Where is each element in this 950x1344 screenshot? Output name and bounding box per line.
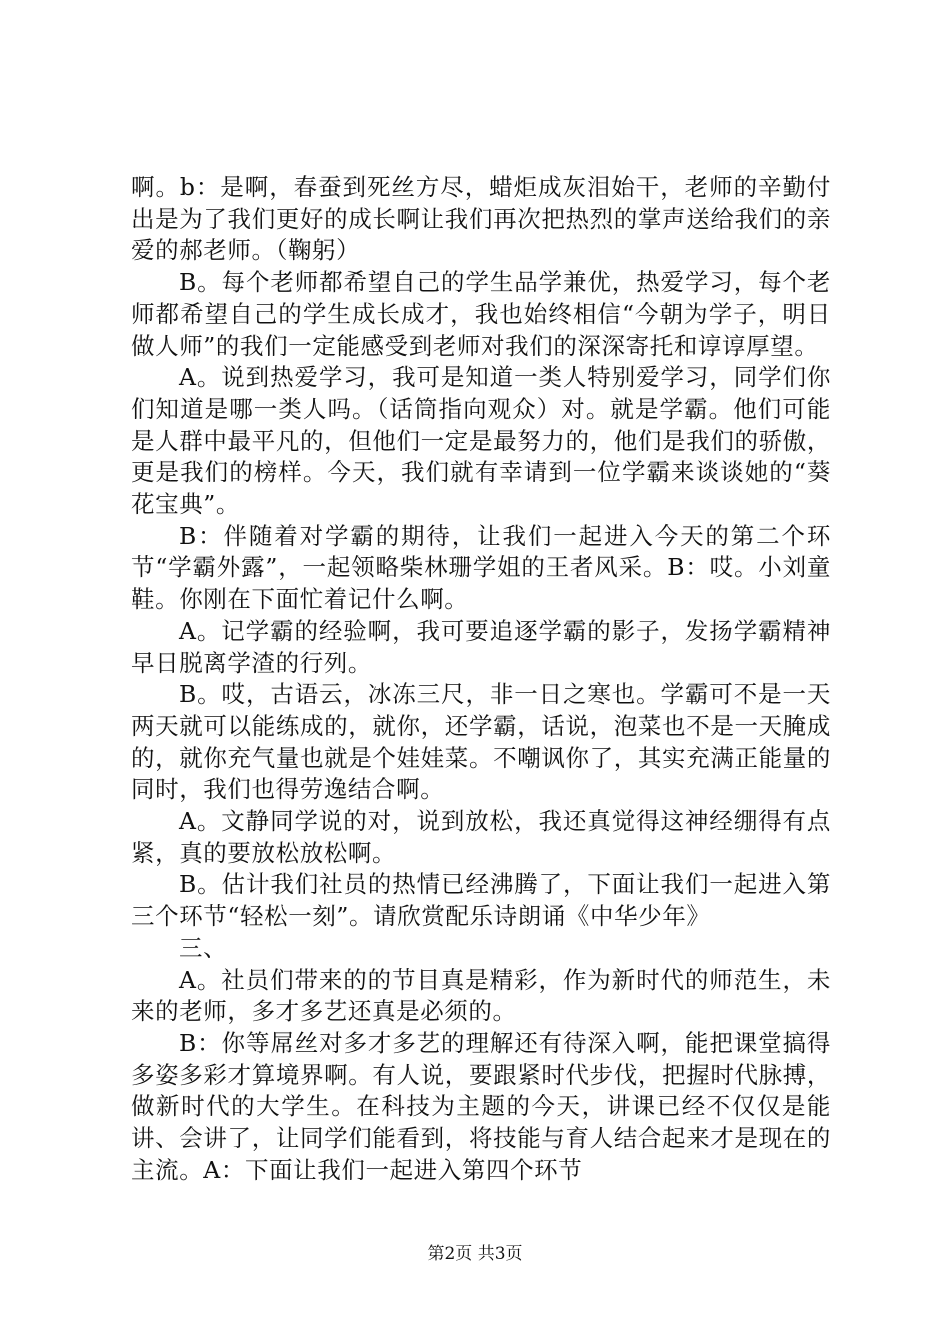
- paragraph-5: A。记学霸的经验啊，我可要追逐学霸的影子，发扬学霸精神早日脱离学渣的行列。: [131, 616, 831, 677]
- paragraph-1: 啊。b：是啊，春蚕到死丝方尽，蜡炬成灰泪始干，老师的辛勤付出是为了我们更好的成长啊让我们再次把热烈的掌声送给我们的亲爱的郝老师。（鞠躬）: [131, 173, 831, 265]
- paragraph-6: B。哎，古语云，冰冻三尺，非一日之寒也。学霸可不是一天两天就可以能练成的，就你，还学霸，话说，泡菜也不是一天腌成的，就你充气量也就是个娃娃菜。不嘲讽你了，其实充满正能量的同时，我们也得劳逸结合啊。: [131, 680, 831, 804]
- paragraph-7: A。文静同学说的对，说到放松，我还真觉得这神经绷得有点紧，真的要放松放松啊。: [131, 807, 831, 867]
- page-footer: 第2页 共3页: [427, 1244, 523, 1264]
- paragraph-2: B。每个老师都希望自己的学生品学兼优，热爱学习，每个老师都希望自己的学生成长成才，我也始终相信“今朝为学子，明日做人师”的我们一定能感受到老师对我们的深深寄托和谆谆厚望。: [131, 268, 831, 360]
- paragraph-3: A。说到热爱学习，我可是知道一类人特别爱学习，同学们你们知道是哪一类人吗。（话筒指向观众）对。就是学霸。他们可能是人群中最平凡的，但他们一定是最努力的，他们是我们的骄傲，更是我们的榜样。今天，我们就有幸请到一位学霸来谈谈她的“葵花宝典”。: [131, 363, 831, 519]
- section-heading-three: 三、: [179, 933, 228, 962]
- paragraph-10: A。社员们带来的的节目真是精彩，作为新时代的师范生，未来的老师，多才多艺还真是必须的。: [131, 965, 831, 1026]
- document-body: [131, 172, 831, 1187]
- paragraph-4: B：伴随着对学霸的期待，让我们一起进入今天的第二个环节“学霸外露”，一起领略柴林珊学姐的王者风采。B：哎。小刘童鞋。你刚在下面忙着记什么啊。: [131, 521, 831, 614]
- paragraph-8: B。估计我们社员的热情已经沸腾了，下面让我们一起进入第三个环节“轻松一刻”。请欣赏配乐诗朗诵《中华少年》: [131, 870, 831, 931]
- paragraph-11: B：你等屌丝对多才多艺的理解还有待深入啊，能把课堂搞得多姿多彩才算境界啊。有人说，要跟紧时代步伐，把握时代脉搏，做新时代的大学生。在科技为主题的今天，讲课已经不仅仅是能讲、会讲了，让同学们能看到，将技能与育人结合起来才是现在的主流。A：下面让我们一起进入第四个环节: [131, 1028, 831, 1184]
